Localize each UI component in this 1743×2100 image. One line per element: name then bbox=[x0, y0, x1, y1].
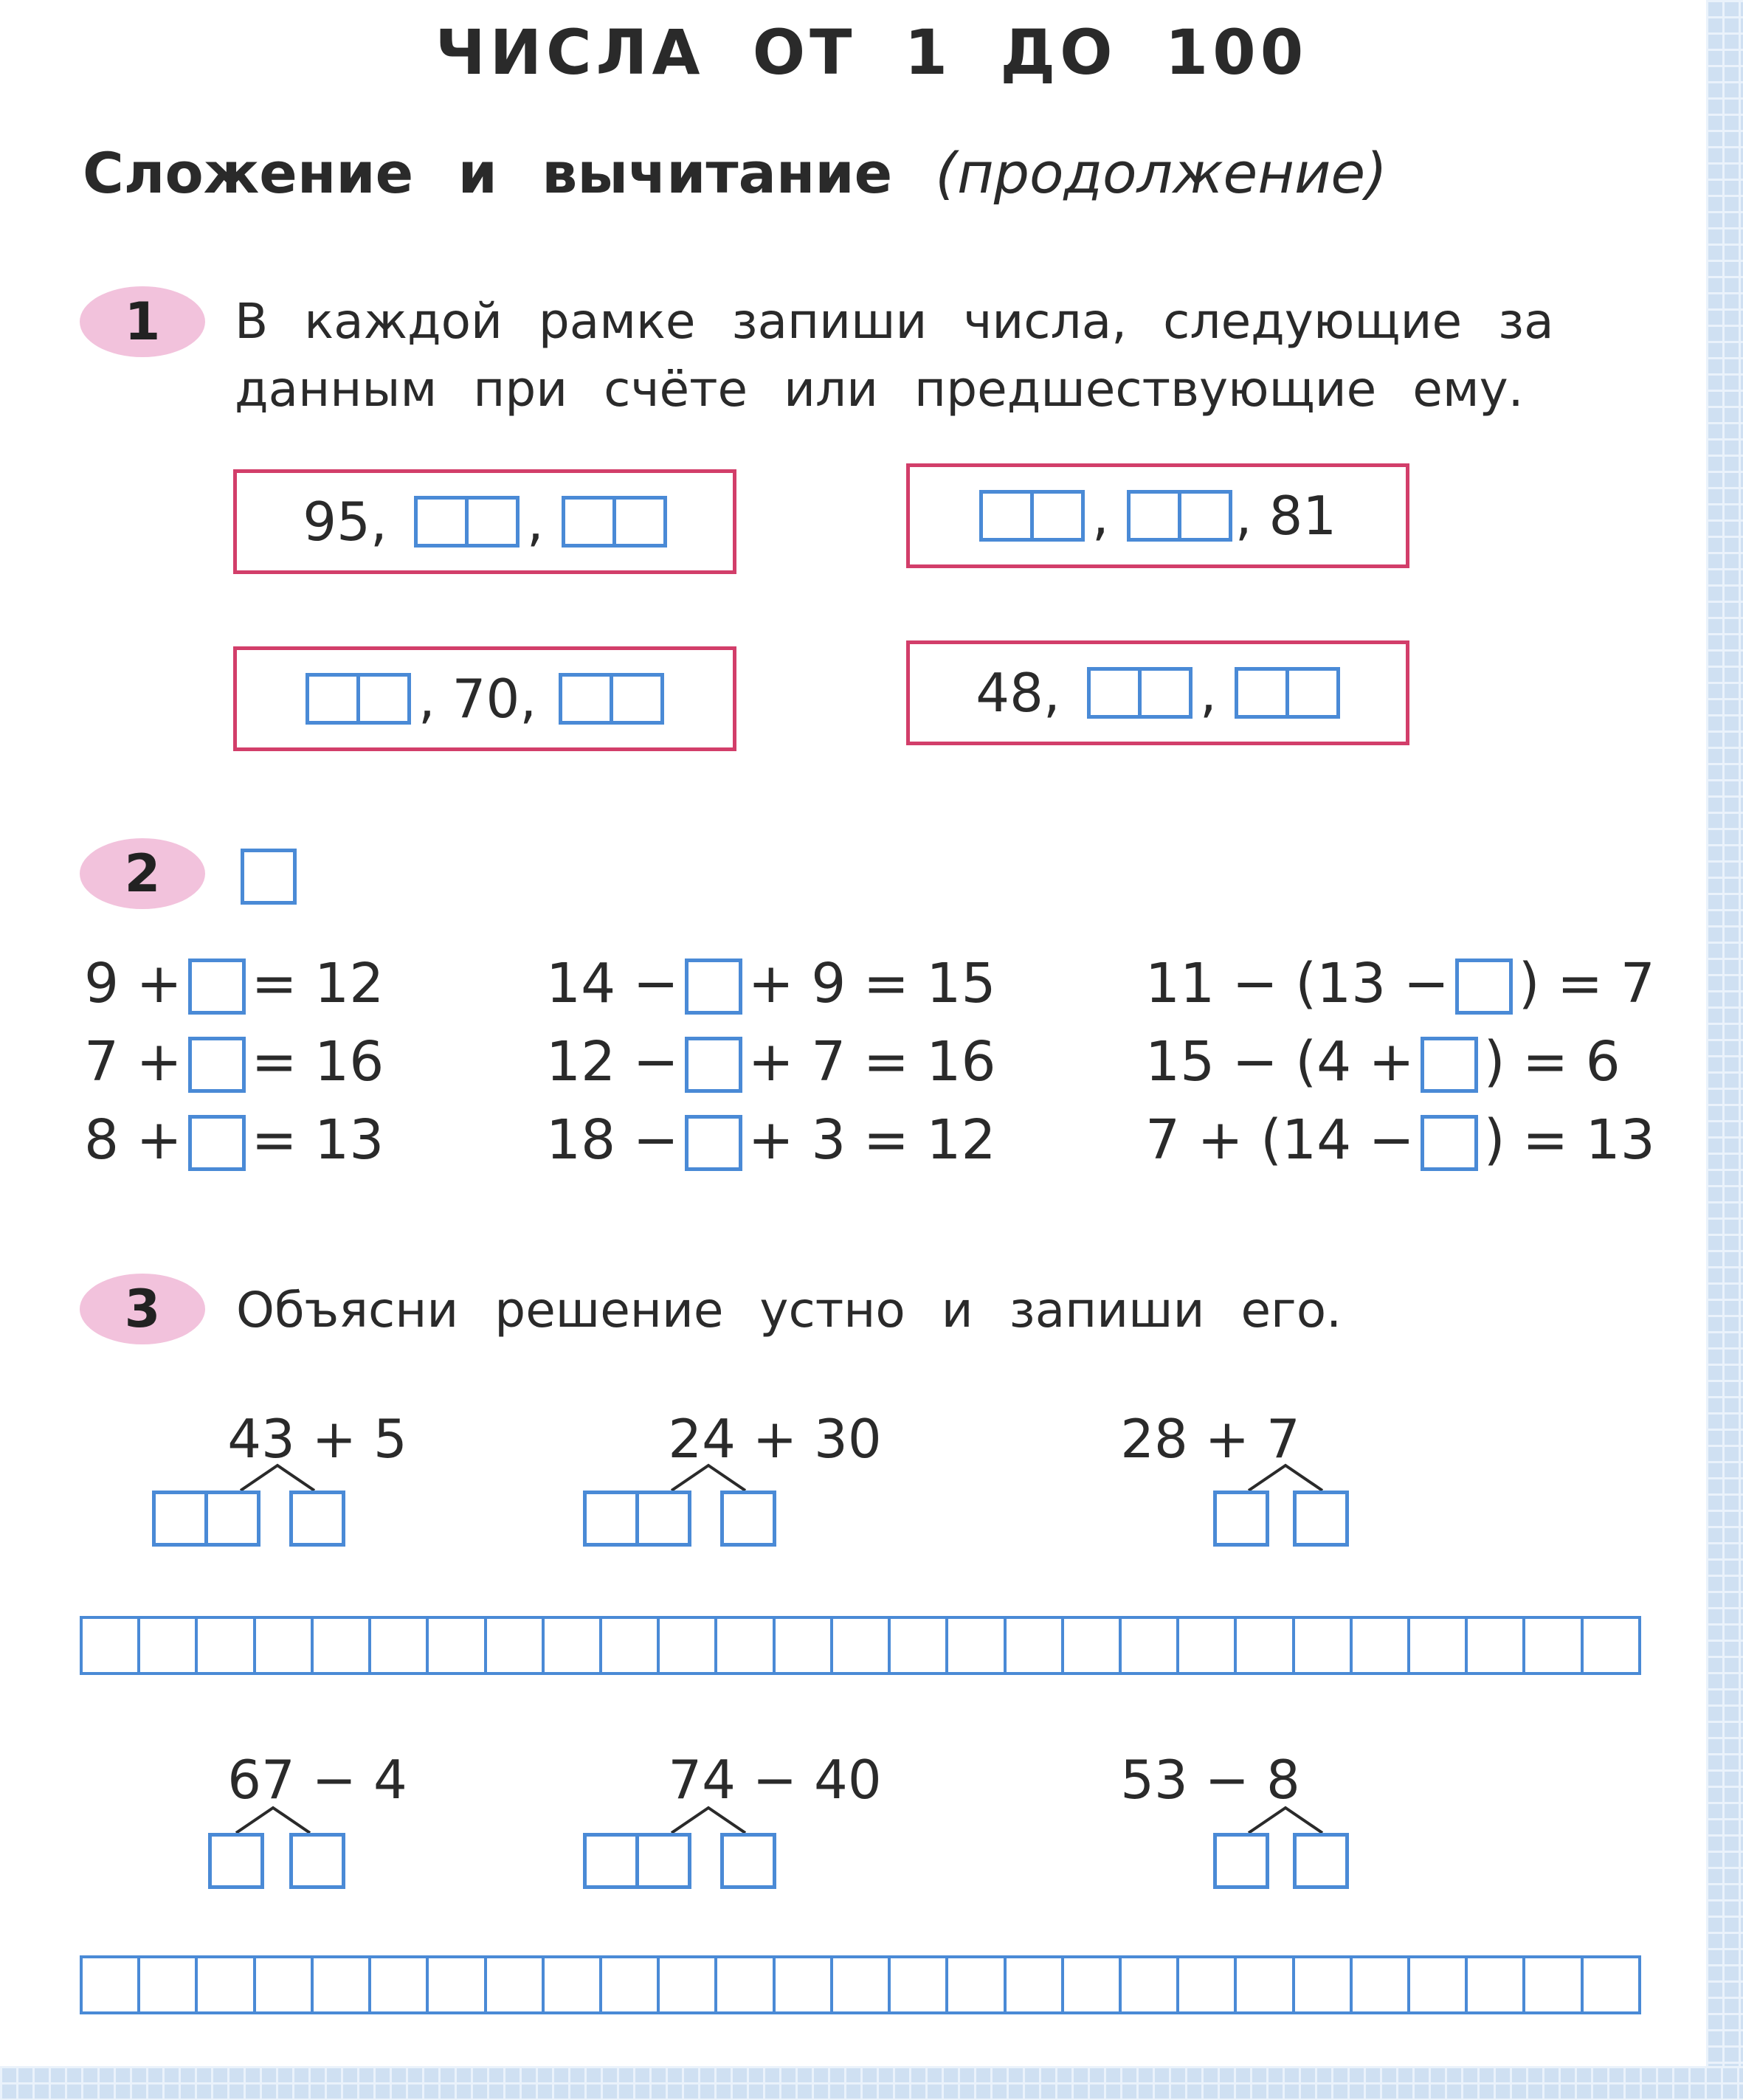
branch-mark bbox=[1249, 1808, 1322, 1833]
branch-mark bbox=[236, 1808, 310, 1833]
frame-4-comma: , bbox=[1199, 662, 1217, 724]
answer-cells[interactable] bbox=[559, 673, 664, 725]
answer-cell[interactable] bbox=[685, 1037, 742, 1093]
task-2-badge: 2 bbox=[80, 838, 205, 909]
equation: 18 − + 3 = 12 bbox=[546, 1108, 996, 1172]
decomposition-cells[interactable] bbox=[1293, 1491, 1349, 1547]
frame-4-given: 48, bbox=[976, 662, 1060, 724]
equation: 15 − (4 + ) = 6 bbox=[1145, 1030, 1621, 1094]
equation: 11 − (13 − ) = 7 bbox=[1145, 952, 1655, 1015]
task-3-badge: 3 bbox=[80, 1274, 205, 1344]
decorative-grid-border-right bbox=[1706, 0, 1743, 2100]
equations-column-1 bbox=[84, 944, 384, 1179]
decomposition-cells[interactable] bbox=[720, 1491, 776, 1547]
expression-3: 28 + 7 bbox=[1120, 1408, 1300, 1470]
page-title: ЧИСЛА ОТ 1 ДО 100 bbox=[435, 16, 1308, 89]
answer-cells[interactable] bbox=[306, 673, 411, 725]
equation: 8 + = 13 bbox=[84, 1108, 384, 1172]
square-icon bbox=[241, 849, 297, 905]
answer-grid-row-1[interactable] bbox=[80, 1616, 1641, 1675]
equation: 9 + = 12 bbox=[84, 952, 384, 1015]
decomposition-cells[interactable] bbox=[289, 1491, 345, 1547]
subtitle-continued: (продолжение) bbox=[935, 140, 1387, 206]
answer-cell[interactable] bbox=[188, 959, 246, 1015]
answer-cells[interactable] bbox=[1235, 667, 1340, 719]
decorative-grid-border-bottom bbox=[0, 2066, 1743, 2100]
answer-cell[interactable] bbox=[188, 1115, 246, 1171]
number-frame-3 bbox=[233, 646, 736, 751]
task-1-badge: 1 bbox=[80, 286, 205, 357]
answer-cells[interactable] bbox=[1087, 667, 1193, 719]
decomposition-cells[interactable] bbox=[1293, 1833, 1349, 1889]
equations-column-2 bbox=[546, 944, 996, 1179]
answer-cell[interactable] bbox=[685, 1115, 742, 1171]
decomposition-cells[interactable] bbox=[152, 1491, 260, 1547]
equations-column-3 bbox=[1145, 944, 1655, 1179]
section-subtitle bbox=[83, 140, 1387, 206]
frame-1-comma: , bbox=[526, 491, 544, 553]
expression-4: 67 − 4 bbox=[227, 1749, 407, 1811]
answer-grid-row-2[interactable] bbox=[80, 1955, 1641, 2014]
equation: 12 − + 7 = 16 bbox=[546, 1030, 996, 1094]
number-frame-1 bbox=[233, 469, 736, 574]
branch-mark bbox=[241, 1465, 314, 1491]
task-1-text-line-2: данным при счёте или предшествующие ему. bbox=[235, 361, 1524, 418]
decomposition-branches-row-1 bbox=[0, 1461, 1743, 1491]
equation: 14 − + 9 = 15 bbox=[546, 952, 996, 1015]
answer-cells[interactable] bbox=[562, 496, 667, 548]
number-frame-4 bbox=[906, 640, 1409, 745]
decomposition-cells[interactable] bbox=[1213, 1491, 1269, 1547]
task-1-text-line-1: В каждой рамке запиши числа, следующие за bbox=[235, 293, 1554, 350]
branch-mark bbox=[672, 1808, 745, 1833]
subtitle-main: Сложение и вычитание bbox=[83, 140, 893, 206]
equation: 7 + = 16 bbox=[84, 1030, 384, 1094]
frame-3-given: , 70, bbox=[418, 668, 537, 730]
decomposition-cells[interactable] bbox=[208, 1833, 264, 1889]
branch-mark bbox=[1249, 1465, 1322, 1491]
expression-1: 43 + 5 bbox=[227, 1408, 407, 1470]
decomposition-cells[interactable] bbox=[289, 1833, 345, 1889]
frame-2-given: , 81 bbox=[1235, 485, 1337, 547]
task-3-text: Объясни решение устно и запиши его. bbox=[236, 1282, 1342, 1339]
decomposition-branches-row-2 bbox=[0, 1803, 1743, 1833]
answer-cells[interactable] bbox=[414, 496, 520, 548]
number-frame-2 bbox=[906, 463, 1409, 568]
decomposition-cells[interactable] bbox=[583, 1491, 691, 1547]
answer-cell[interactable] bbox=[1421, 1115, 1478, 1171]
frame-1-given: 95, bbox=[303, 491, 387, 553]
answer-cells[interactable] bbox=[1127, 490, 1232, 542]
decomposition-cells[interactable] bbox=[1213, 1833, 1269, 1889]
answer-cells[interactable] bbox=[979, 490, 1085, 542]
decomposition-cells[interactable] bbox=[720, 1833, 776, 1889]
expression-2: 24 + 30 bbox=[668, 1408, 882, 1470]
answer-cell[interactable] bbox=[685, 959, 742, 1015]
equation: 7 + (14 − ) = 13 bbox=[1145, 1108, 1655, 1172]
answer-cell[interactable] bbox=[1421, 1037, 1478, 1093]
branch-mark bbox=[672, 1465, 745, 1491]
expression-5: 74 − 40 bbox=[668, 1749, 882, 1811]
expression-6: 53 − 8 bbox=[1120, 1749, 1300, 1811]
frame-2-comma: , bbox=[1091, 485, 1109, 547]
answer-cell[interactable] bbox=[1455, 959, 1513, 1015]
answer-cell[interactable] bbox=[188, 1037, 246, 1093]
decomposition-cells[interactable] bbox=[583, 1833, 691, 1889]
